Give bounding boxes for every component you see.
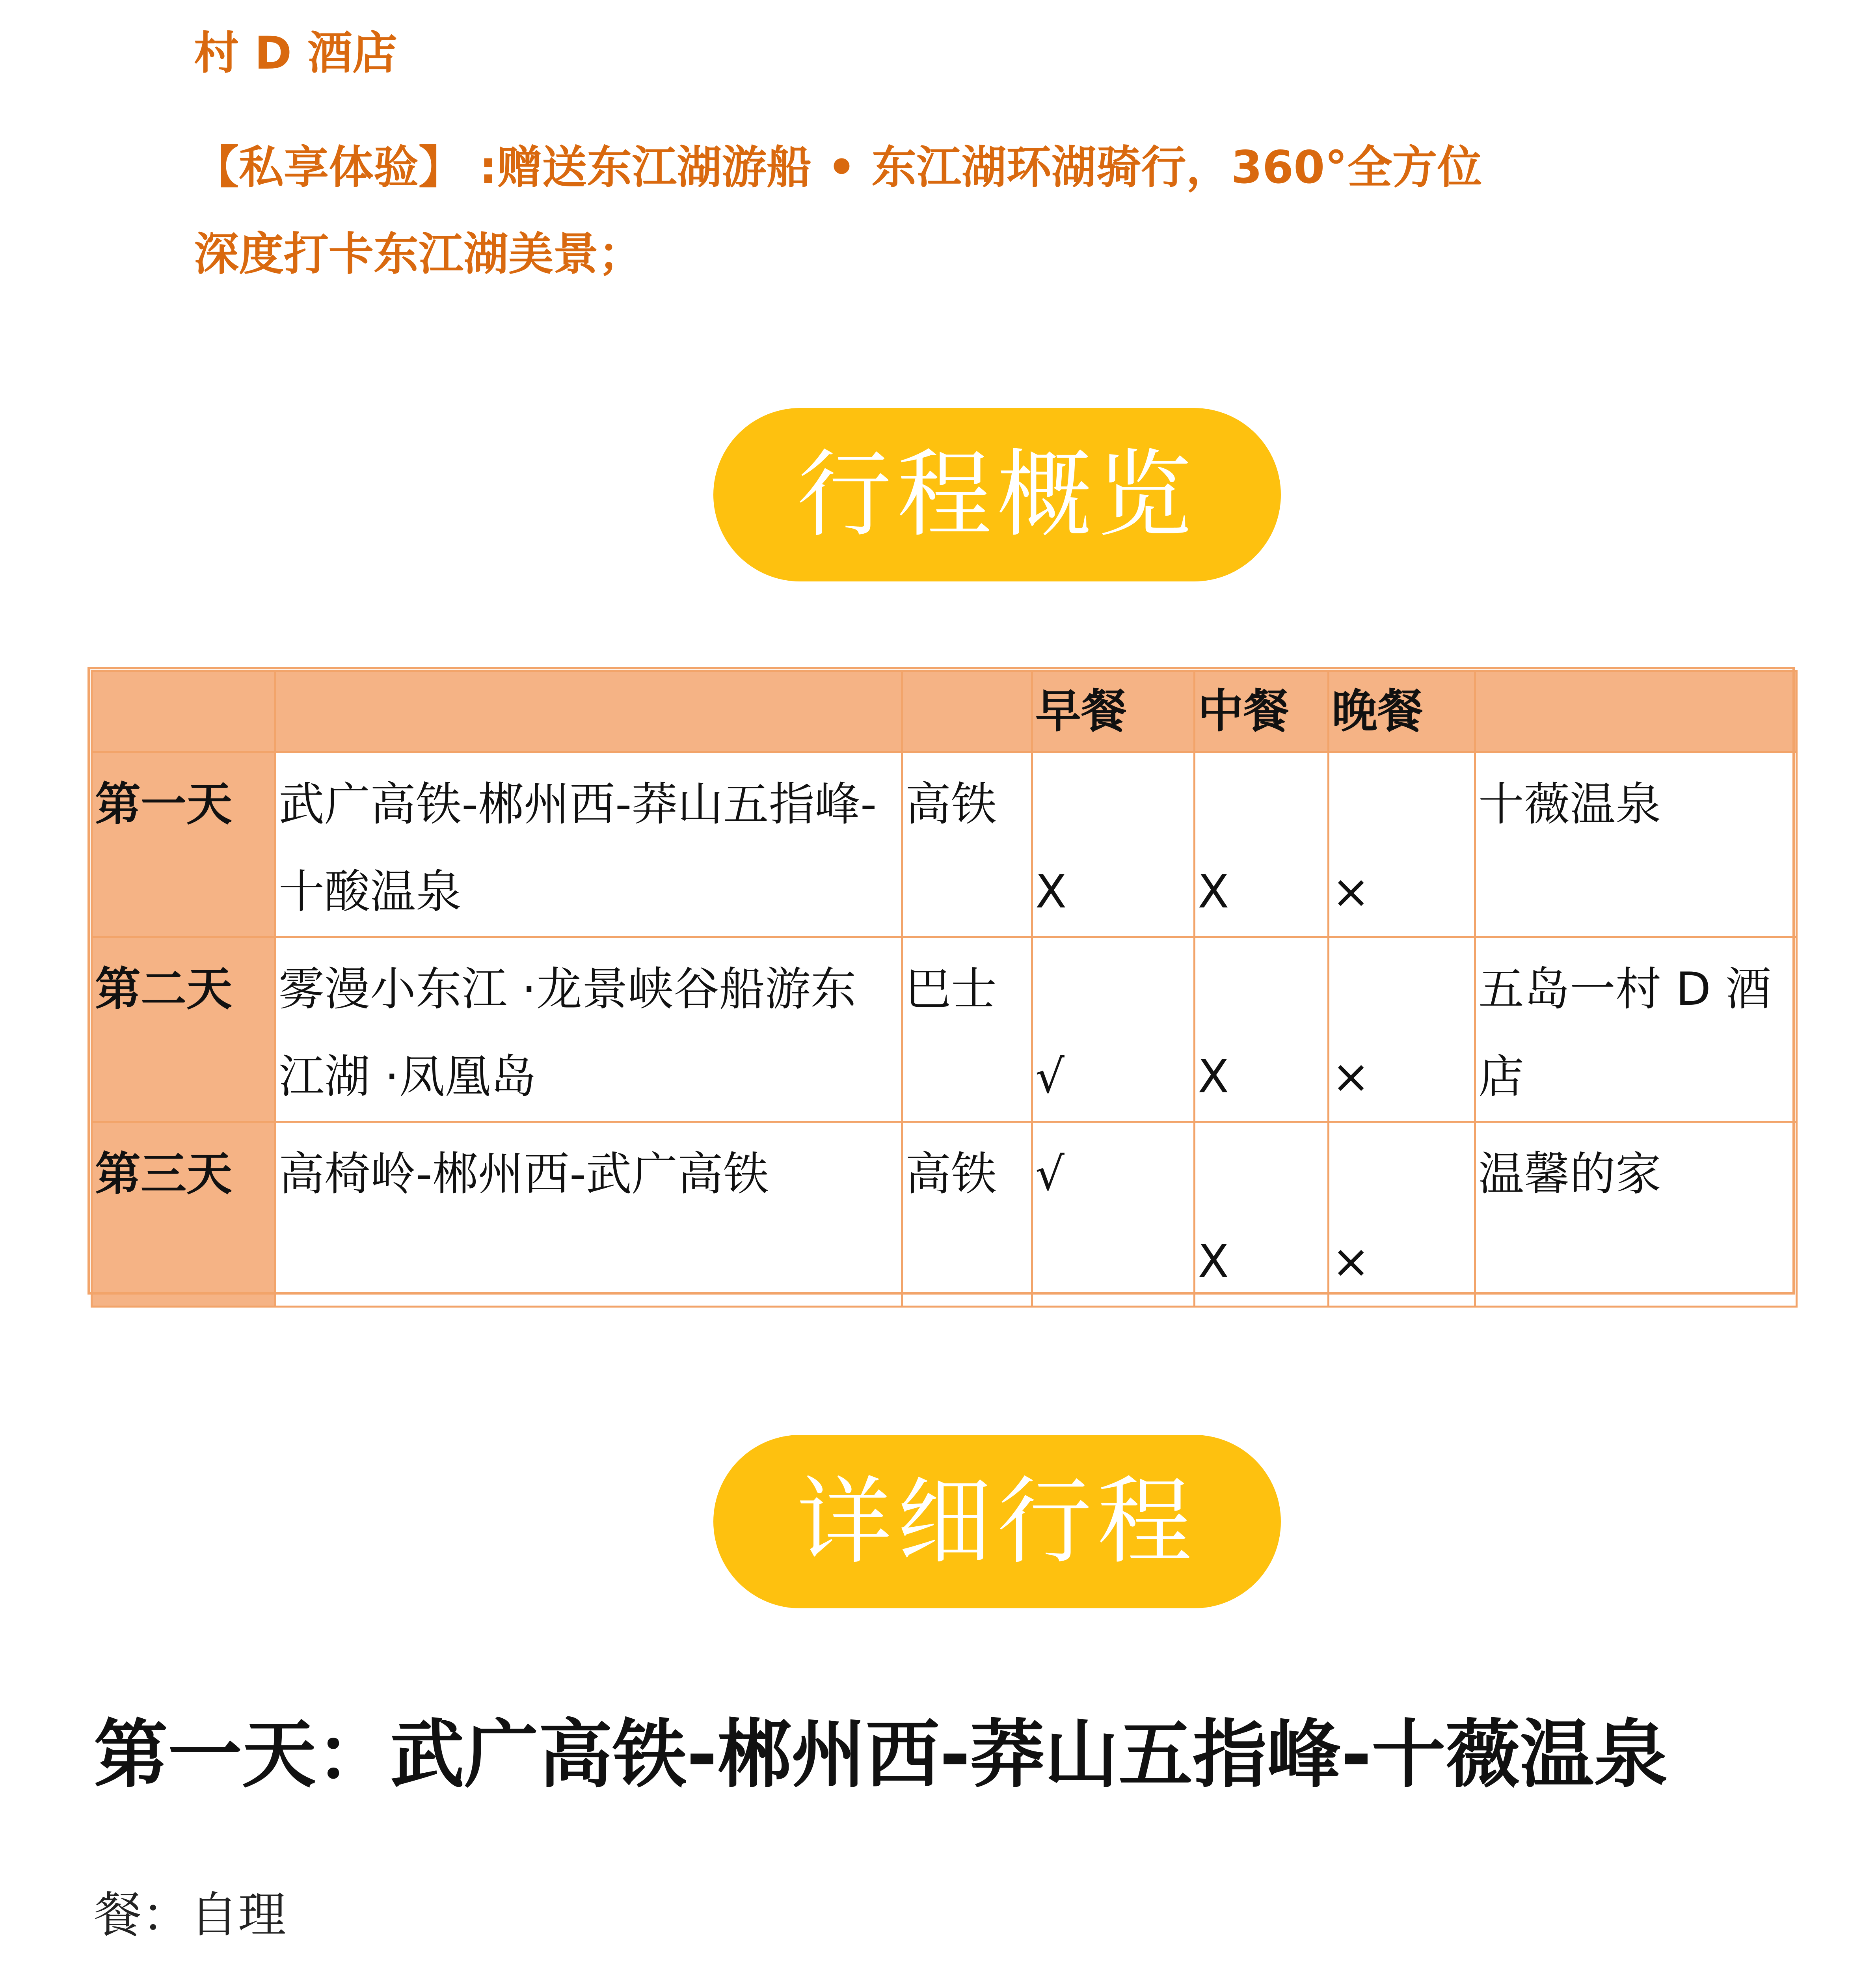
header-lunch: 中餐 (1195, 671, 1329, 752)
breakfast-mark: √ (1035, 1148, 1065, 1201)
header-cell (902, 671, 1032, 752)
stay-cell: 十薇温泉 (1475, 752, 1797, 937)
route-cell: 高椅岭-郴州西-武广高铁 (275, 1122, 902, 1307)
header-dinner: 晚餐 (1329, 671, 1475, 752)
stay-cell: 五岛一村 D 酒店 (1475, 937, 1797, 1122)
header-cell (92, 671, 275, 752)
overview-row-day1 (92, 752, 1797, 937)
header-cell (275, 671, 902, 752)
overview-row-day3 (92, 1122, 1797, 1307)
transport-cell: 高铁 (902, 1122, 1032, 1307)
experience-line-2: 深度打卡东江湖美景； (194, 228, 644, 280)
lunch-mark: X (1198, 865, 1229, 918)
transport-cell: 高铁 (902, 752, 1032, 937)
overview-header-row (92, 671, 1797, 752)
dinner-mark: × (1332, 1050, 1370, 1103)
meal-line: 餐：自理 (94, 1887, 286, 1943)
overview-title-pill: 行程概览 (713, 408, 1281, 581)
stay-cell: 温馨的家 (1475, 1122, 1797, 1307)
overview-table (91, 670, 1798, 1308)
lunch-mark: X (1198, 1050, 1229, 1103)
header-cell (1475, 671, 1797, 752)
overview-row-day2 (92, 937, 1797, 1122)
transport-cell: 巴士 (902, 937, 1032, 1122)
day1-heading: 第一天：武广高铁-郴州西-莽山五指峰-十薇温泉 (94, 1712, 1668, 1798)
hotel-line: 村 D 酒店 (194, 27, 398, 79)
route-cell: 雾漫小东江 ·龙景峡谷船游东江湖 ·凤凰岛 (275, 937, 902, 1122)
day-label: 第二天 (92, 937, 275, 1122)
dinner-mark: × (1332, 865, 1370, 918)
day-label: 第三天 (92, 1122, 275, 1307)
dinner-mark: × (1332, 1235, 1370, 1288)
route-cell: 武广高铁-郴州西-莽山五指峰-十酸温泉 (275, 752, 902, 937)
experience-line-1: 【私享体验】 :赠送东江湖游船 • 东江湖环湖骑行，360°全方位 (194, 141, 1482, 194)
detail-title-pill: 详细行程 (713, 1435, 1281, 1608)
day-label: 第一天 (92, 752, 275, 937)
lunch-mark: X (1198, 1235, 1229, 1288)
breakfast-mark: √ (1035, 1050, 1065, 1103)
breakfast-mark: X (1035, 865, 1067, 918)
header-breakfast: 早餐 (1032, 671, 1195, 752)
